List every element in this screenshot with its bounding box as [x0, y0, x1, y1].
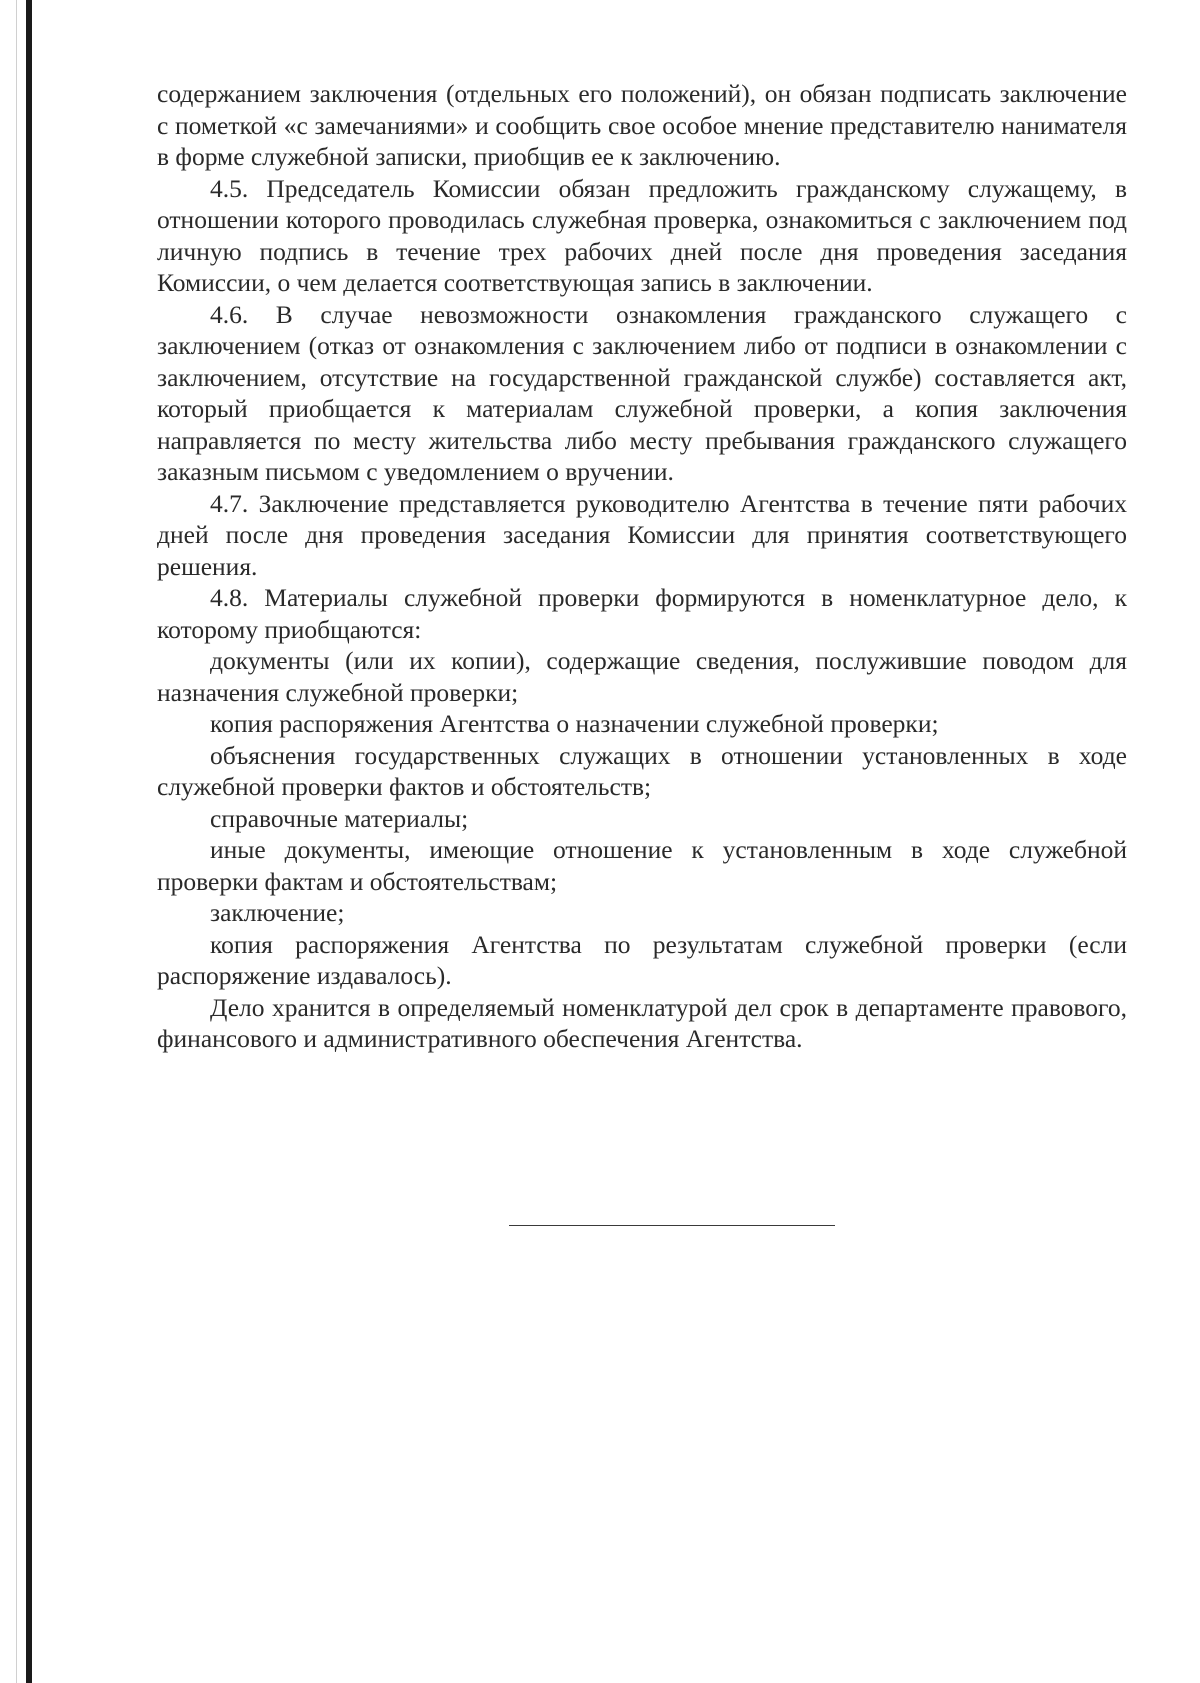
paragraph-4-8: 4.8. Материалы служебной проверки формируются в номенклатурное дело, к которому приобщаются: — [157, 583, 1127, 644]
list-item-reference-materials: справочные материалы; — [210, 803, 469, 833]
list-item-explanations: объяснения государственных служащих в отношении установленных в ходе служебной проверки фактов и обстоятельств; — [157, 740, 1127, 801]
page-binding-edge — [26, 0, 32, 1683]
list-item-order-copy: копия распоряжения Агентства о назначении служебной проверки; — [210, 709, 939, 738]
paragraph-4-7: 4.7. Заключение представляется руководителю Агентства в течение пяти рабочих дней после дня проведения заседания Комиссии для принятия соответствующего решения. — [157, 488, 1127, 581]
paragraph-continuation: содержанием заключения (отдельных его положений), он обязан подписать заключение с пометкой «с замечаниями» и сообщить свое особое мнение представителю нанимателя в форме служебной записки, приобщив ее к заключению. — [157, 79, 1127, 171]
scan-margin-line — [16, 0, 17, 1683]
list-item-documents: документы (или их копии), содержащие сведения, послужившие поводом для назначения служебной проверки; — [157, 646, 1127, 707]
paragraph-4-6: 4.6. В случае невозможности ознакомления гражданского служащего с заключением (отказ от ознакомления с заключением либо от подписи в ознакомлении с заключением, отсутствие на государственной гражданской службе) составляется акт, который приобщается к материалам служебной проверки, а копия заключения направляется по месту жительства либо месту пребывания гражданского служащего заказным письмом с уведомлением о вручении. — [157, 299, 1127, 486]
list-item-other-documents: иные документы, имеющие отношение к установленным в ходе служебной проверки фактам и обстоятельствам; — [157, 835, 1127, 896]
list-item-conclusion: заключение; — [210, 898, 345, 927]
document-end-rule — [509, 1225, 835, 1226]
paragraph-4-5: 4.5. Председатель Комиссии обязан предложить гражданскому служащему, в отношении которого проводилась служебная проверка, ознакомиться с заключением под личную подпись в течение трех рабочих дней после дня проведения заседания Комиссии, о чем делается соответствующая запись в заключении. — [157, 173, 1127, 297]
list-item-results-order: копия распоряжения Агентства по результатам служебной проверки (если распоряжение издавалось). — [157, 929, 1127, 990]
document-body — [157, 78, 1127, 1055]
paragraph-storage: Дело хранится в определяемый номенклатурой дел срок в департаменте правового, финансового и административного обеспечения Агентства. — [157, 992, 1127, 1053]
